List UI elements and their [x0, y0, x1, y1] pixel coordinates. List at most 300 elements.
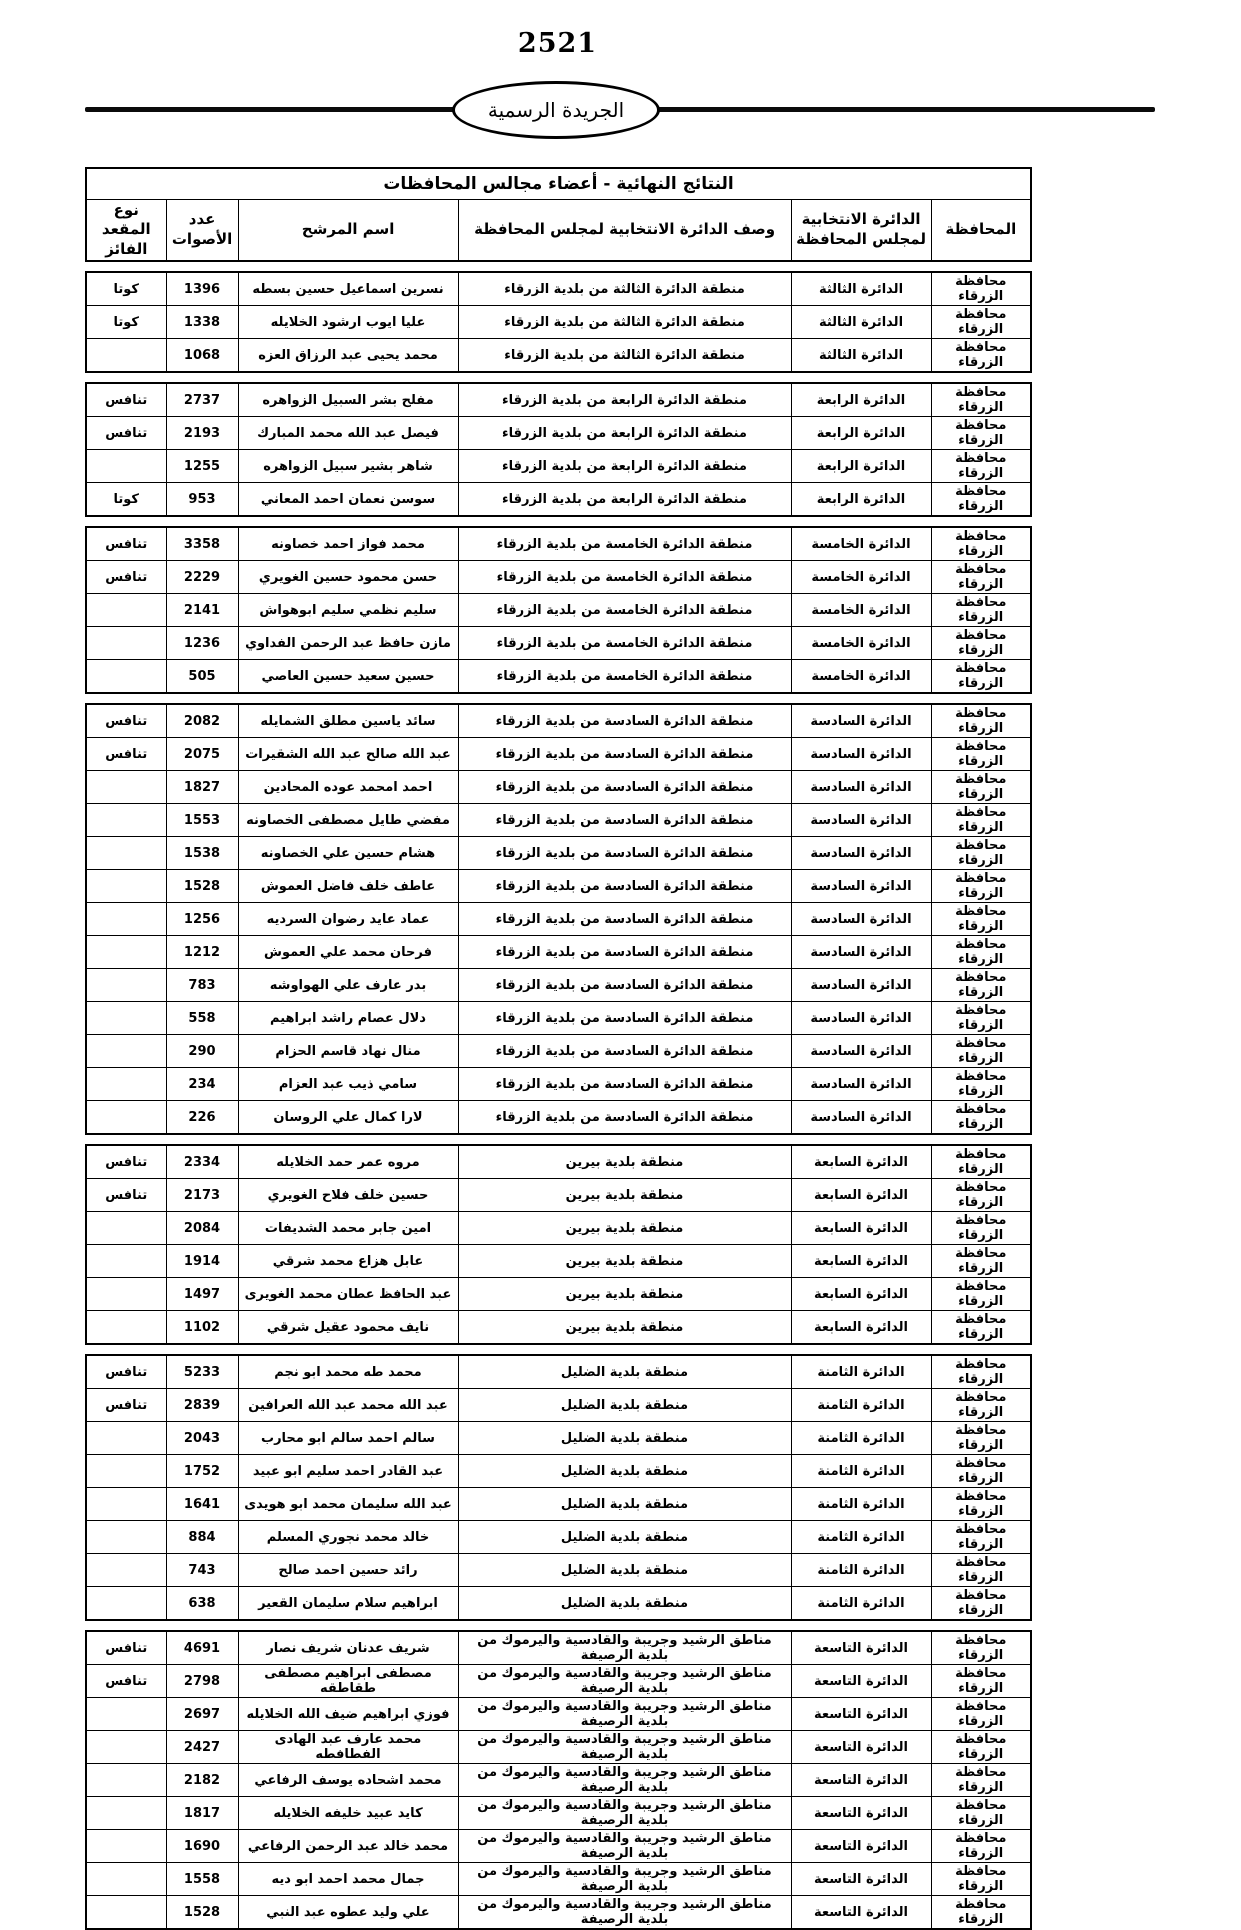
cell-candidate: رائد حسين احمد صالح: [238, 1554, 458, 1587]
cell-governorate: محافظة الزرقاء: [931, 1145, 1031, 1179]
cell-district: الدائرة السابعة: [791, 1311, 931, 1345]
table-row: [86, 1422, 1031, 1455]
cell-candidate: منال نهاد قاسم الحزام: [238, 1035, 458, 1068]
cell-votes: 1914: [166, 1245, 238, 1278]
cell-candidate: عاطف خلف فاضل العموش: [238, 870, 458, 903]
cell-desc: مناطق الرشيد وجريبة والقادسية واليرموك من بلدية الرصيفة: [458, 1830, 791, 1863]
cell-desc: منطقة بلدية بيرين: [458, 1179, 791, 1212]
cell-district: الدائرة السادسة: [791, 837, 931, 870]
cell-desc: منطقة الدائرة الثالثة من بلدية الزرقاء: [458, 339, 791, 373]
cell-seat: [86, 1764, 166, 1797]
cell-seat: [86, 1521, 166, 1554]
cell-candidate: مفلح بشر السبيل الزواهره: [238, 383, 458, 417]
cell-seat: [86, 450, 166, 483]
cell-district: الدائرة الرابعة: [791, 417, 931, 450]
cell-desc: منطقة الدائرة السادسة من بلدية الزرقاء: [458, 969, 791, 1002]
cell-seat: [86, 837, 166, 870]
cell-desc: مناطق الرشيد وجريبة والقادسية واليرموك من بلدية الرصيفة: [458, 1698, 791, 1731]
cell-governorate: محافظة الزرقاء: [931, 1896, 1031, 1930]
cell-governorate: محافظة الزرقاء: [931, 704, 1031, 738]
cell-candidate: حسن محمود حسين الغويري: [238, 561, 458, 594]
table-row: [86, 1179, 1031, 1212]
cell-desc: مناطق الرشيد وجريبة والقادسية واليرموك من بلدية الرصيفة: [458, 1631, 791, 1665]
cell-district: الدائرة الثامنة: [791, 1355, 931, 1389]
cell-governorate: محافظة الزرقاء: [931, 339, 1031, 373]
cell-desc: منطقة الدائرة الخامسة من بلدية الزرقاء: [458, 627, 791, 660]
cell-votes: 2173: [166, 1179, 238, 1212]
cell-candidate: هشام حسين علي الخصاونه: [238, 837, 458, 870]
cell-governorate: محافظة الزرقاء: [931, 627, 1031, 660]
cell-governorate: محافظة الزرقاء: [931, 1587, 1031, 1621]
cell-votes: 1212: [166, 936, 238, 969]
cell-district: الدائرة الثالثة: [791, 339, 931, 373]
cell-district: الدائرة التاسعة: [791, 1631, 931, 1665]
cell-governorate: محافظة الزرقاء: [931, 1422, 1031, 1455]
cell-seat: [86, 1731, 166, 1764]
table-row: [86, 527, 1031, 561]
table-row: [86, 804, 1031, 837]
cell-seat: [86, 594, 166, 627]
cell-governorate: محافظة الزرقاء: [931, 1488, 1031, 1521]
district-group-table-6: [85, 1354, 1032, 1621]
cell-governorate: محافظة الزرقاء: [931, 1355, 1031, 1389]
cell-seat: [86, 1455, 166, 1488]
table-row: [86, 936, 1031, 969]
cell-votes: 1553: [166, 804, 238, 837]
cell-district: الدائرة السادسة: [791, 738, 931, 771]
cell-candidate: عبد الله محمد عبد الله العرافين: [238, 1389, 458, 1422]
cell-district: الدائرة التاسعة: [791, 1764, 931, 1797]
cell-candidate: محمد يحيى عبد الرزاق العزه: [238, 339, 458, 373]
column-header-desc: وصف الدائرة الانتخابية لمجلس المحافظة: [458, 199, 791, 261]
cell-votes: 743: [166, 1554, 238, 1587]
cell-candidate: سائد ياسين مطلق الشمايله: [238, 704, 458, 738]
column-header-seat: نوع المقعد الفائز: [86, 199, 166, 261]
cell-governorate: محافظة الزرقاء: [931, 870, 1031, 903]
table-row: [86, 1631, 1031, 1665]
cell-seat: [86, 1587, 166, 1621]
cell-district: الدائرة الخامسة: [791, 660, 931, 694]
cell-candidate: دلال عصام راشد ابراهيم: [238, 1002, 458, 1035]
cell-district: الدائرة الثامنة: [791, 1455, 931, 1488]
cell-votes: 2798: [166, 1665, 238, 1698]
district-group-table-7: [85, 1630, 1032, 1930]
cell-governorate: محافظة الزرقاء: [931, 1002, 1031, 1035]
table-row: [86, 837, 1031, 870]
table-row: [86, 1896, 1031, 1930]
table-row: [86, 1311, 1031, 1345]
cell-district: الدائرة الرابعة: [791, 483, 931, 517]
cell-district: الدائرة التاسعة: [791, 1731, 931, 1764]
table-row: [86, 704, 1031, 738]
cell-governorate: محافظة الزرقاء: [931, 1101, 1031, 1135]
cell-candidate: نسرين اسماعيل حسين بسطه: [238, 272, 458, 306]
cell-governorate: محافظة الزرقاء: [931, 594, 1031, 627]
cell-desc: منطقة الدائرة الرابعة من بلدية الزرقاء: [458, 383, 791, 417]
cell-votes: 4691: [166, 1631, 238, 1665]
cell-desc: منطقة بلدية الضليل: [458, 1422, 791, 1455]
gazette-title: الجريدة الرسمية: [487, 98, 625, 122]
cell-desc: منطقة الدائرة الثالثة من بلدية الزرقاء: [458, 272, 791, 306]
cell-candidate: عابل هزاع محمد شرقي: [238, 1245, 458, 1278]
column-header-district: الدائرة الانتخابية لمجلس المحافظة: [791, 199, 931, 261]
table-row: [86, 272, 1031, 306]
cell-candidate: احمد امحمد عوده المحادين: [238, 771, 458, 804]
cell-candidate: عبد الله صالح عبد الله الشقيرات: [238, 738, 458, 771]
district-group-table-2: [85, 382, 1032, 517]
cell-desc: منطقة بلدية بيرين: [458, 1278, 791, 1311]
cell-desc: منطقة بلدية الضليل: [458, 1587, 791, 1621]
cell-desc: منطقة الدائرة السادسة من بلدية الزرقاء: [458, 804, 791, 837]
cell-votes: 2334: [166, 1145, 238, 1179]
table-row: [86, 1665, 1031, 1698]
cell-candidate: بدر عارف علي الهواوشه: [238, 969, 458, 1002]
cell-votes: 2697: [166, 1698, 238, 1731]
cell-seat: [86, 339, 166, 373]
cell-seat: كوتا: [86, 272, 166, 306]
table-row: [86, 1488, 1031, 1521]
cell-votes: 1528: [166, 1896, 238, 1930]
cell-seat: [86, 870, 166, 903]
cell-desc: مناطق الرشيد وجريبة والقادسية واليرموك من بلدية الرصيفة: [458, 1797, 791, 1830]
cell-votes: 1827: [166, 771, 238, 804]
table-row: [86, 1145, 1031, 1179]
cell-desc: مناطق الرشيد وجريبة والقادسية واليرموك من بلدية الرصيفة: [458, 1764, 791, 1797]
results-table: [85, 167, 1030, 1930]
cell-district: الدائرة السادسة: [791, 1002, 931, 1035]
cell-seat: [86, 969, 166, 1002]
cell-district: الدائرة الخامسة: [791, 527, 931, 561]
table-row: [86, 738, 1031, 771]
cell-desc: منطقة بلدية بيرين: [458, 1245, 791, 1278]
cell-district: الدائرة السادسة: [791, 1068, 931, 1101]
table-row: [86, 1521, 1031, 1554]
cell-governorate: محافظة الزرقاء: [931, 660, 1031, 694]
cell-candidate: محمد طه محمد ابو نجم: [238, 1355, 458, 1389]
cell-desc: مناطق الرشيد وجريبة والقادسية واليرموك من بلدية الرصيفة: [458, 1863, 791, 1896]
cell-governorate: محافظة الزرقاء: [931, 1068, 1031, 1101]
cell-district: الدائرة الثامنة: [791, 1422, 931, 1455]
cell-votes: 1538: [166, 837, 238, 870]
cell-governorate: محافظة الزرقاء: [931, 1278, 1031, 1311]
table-row: [86, 417, 1031, 450]
table-row: [86, 1068, 1031, 1101]
district-group-table-5: [85, 1144, 1032, 1345]
cell-seat: [86, 1797, 166, 1830]
cell-seat: [86, 1488, 166, 1521]
table-row: [86, 561, 1031, 594]
cell-seat: [86, 1422, 166, 1455]
cell-district: الدائرة السادسة: [791, 969, 931, 1002]
cell-governorate: محافظة الزرقاء: [931, 936, 1031, 969]
cell-candidate: محمد خالد عبد الرحمن الرفاعي: [238, 1830, 458, 1863]
cell-votes: 2427: [166, 1731, 238, 1764]
page-number: 2521: [517, 28, 598, 59]
cell-votes: 2084: [166, 1212, 238, 1245]
cell-candidate: مروه عمر حمد الخلايله: [238, 1145, 458, 1179]
cell-votes: 2229: [166, 561, 238, 594]
cell-desc: منطقة الدائرة السادسة من بلدية الزرقاء: [458, 771, 791, 804]
table-row: [86, 870, 1031, 903]
cell-seat: تنافس: [86, 383, 166, 417]
cell-seat: تنافس: [86, 1631, 166, 1665]
column-header-row: [86, 199, 1031, 261]
cell-votes: 3358: [166, 527, 238, 561]
results-header-table: [85, 167, 1032, 262]
cell-votes: 1255: [166, 450, 238, 483]
column-header-governorate: المحافظة: [931, 199, 1031, 261]
cell-district: الدائرة السادسة: [791, 704, 931, 738]
cell-votes: 226: [166, 1101, 238, 1135]
cell-candidate: سالم احمد سالم ابو محارب: [238, 1422, 458, 1455]
cell-votes: 2141: [166, 594, 238, 627]
cell-desc: منطقة الدائرة السادسة من بلدية الزرقاء: [458, 1101, 791, 1135]
cell-seat: [86, 903, 166, 936]
table-row: [86, 1245, 1031, 1278]
cell-candidate: نايف محمود عقيل شرقي: [238, 1311, 458, 1345]
cell-desc: منطقة بلدية الضليل: [458, 1355, 791, 1389]
cell-candidate: عليا ايوب ارشود الخلايله: [238, 306, 458, 339]
cell-seat: كوتا: [86, 483, 166, 517]
cell-district: الدائرة الخامسة: [791, 561, 931, 594]
cell-votes: 2839: [166, 1389, 238, 1422]
cell-governorate: محافظة الزرقاء: [931, 417, 1031, 450]
table-row: [86, 1698, 1031, 1731]
cell-seat: [86, 1002, 166, 1035]
cell-candidate: امين جابر محمد الشديفات: [238, 1212, 458, 1245]
cell-votes: 1817: [166, 1797, 238, 1830]
table-row: [86, 1355, 1031, 1389]
cell-candidate: خالد محمد نجوري المسلم: [238, 1521, 458, 1554]
cell-candidate: شريف عدنان شريف نصار: [238, 1631, 458, 1665]
table-title-row: [86, 168, 1031, 199]
cell-votes: 1528: [166, 870, 238, 903]
cell-district: الدائرة الثامنة: [791, 1554, 931, 1587]
cell-candidate: محمد عارف عبد الهادى الفطافطه: [238, 1731, 458, 1764]
cell-district: الدائرة التاسعة: [791, 1863, 931, 1896]
cell-votes: 2182: [166, 1764, 238, 1797]
table-row: [86, 1764, 1031, 1797]
cell-governorate: محافظة الزرقاء: [931, 804, 1031, 837]
table-row: [86, 1101, 1031, 1135]
cell-candidate: سليم نظمي سليم ابوهواش: [238, 594, 458, 627]
cell-desc: منطقة الدائرة السادسة من بلدية الزرقاء: [458, 704, 791, 738]
cell-desc: منطقة الدائرة الخامسة من بلدية الزرقاء: [458, 527, 791, 561]
cell-governorate: محافظة الزرقاء: [931, 527, 1031, 561]
cell-candidate: فيصل عبد الله محمد المبارك: [238, 417, 458, 450]
cell-desc: منطقة بلدية الضليل: [458, 1554, 791, 1587]
cell-candidate: فرحان محمد علي العموش: [238, 936, 458, 969]
cell-desc: مناطق الرشيد وجريبة والقادسية واليرموك من بلدية الرصيفة: [458, 1665, 791, 1698]
cell-district: الدائرة السابعة: [791, 1212, 931, 1245]
cell-votes: 5233: [166, 1355, 238, 1389]
cell-governorate: محافظة الزرقاء: [931, 1797, 1031, 1830]
cell-governorate: محافظة الزرقاء: [931, 1731, 1031, 1764]
masthead: [0, 79, 1241, 141]
cell-desc: منطقة بلدية بيرين: [458, 1212, 791, 1245]
district-group-table-4: [85, 703, 1032, 1135]
cell-seat: تنافس: [86, 704, 166, 738]
cell-desc: منطقة الدائرة الخامسة من بلدية الزرقاء: [458, 561, 791, 594]
cell-district: الدائرة التاسعة: [791, 1698, 931, 1731]
gazette-page: [0, 28, 1241, 1927]
cell-desc: منطقة الدائرة الرابعة من بلدية الزرقاء: [458, 417, 791, 450]
cell-governorate: محافظة الزرقاء: [931, 383, 1031, 417]
cell-votes: 2193: [166, 417, 238, 450]
cell-votes: 1102: [166, 1311, 238, 1345]
cell-seat: تنافس: [86, 738, 166, 771]
cell-candidate: مفضي طايل مصطفى الخصاونه: [238, 804, 458, 837]
cell-seat: [86, 771, 166, 804]
cell-district: الدائرة السادسة: [791, 936, 931, 969]
table-row: [86, 771, 1031, 804]
cell-votes: 1690: [166, 1830, 238, 1863]
cell-seat: [86, 804, 166, 837]
cell-governorate: محافظة الزرقاء: [931, 483, 1031, 517]
cell-votes: 783: [166, 969, 238, 1002]
cell-seat: [86, 1830, 166, 1863]
table-row: [86, 1002, 1031, 1035]
table-row: [86, 594, 1031, 627]
cell-candidate: حسين خلف فلاح الغويري: [238, 1179, 458, 1212]
table-row: [86, 450, 1031, 483]
table-row: [86, 1830, 1031, 1863]
cell-governorate: محافظة الزرقاء: [931, 837, 1031, 870]
cell-governorate: محافظة الزرقاء: [931, 450, 1031, 483]
cell-candidate: محمد فواز احمد خصاونه: [238, 527, 458, 561]
table-row: [86, 1455, 1031, 1488]
cell-governorate: محافظة الزرقاء: [931, 561, 1031, 594]
cell-governorate: محافظة الزرقاء: [931, 1389, 1031, 1422]
cell-votes: 1641: [166, 1488, 238, 1521]
cell-desc: منطقة الدائرة السادسة من بلدية الزرقاء: [458, 903, 791, 936]
cell-district: الدائرة الثالثة: [791, 272, 931, 306]
column-header-candidate: اسم المرشح: [238, 199, 458, 261]
table-row: [86, 1587, 1031, 1621]
cell-seat: [86, 1896, 166, 1930]
cell-votes: 234: [166, 1068, 238, 1101]
cell-governorate: محافظة الزرقاء: [931, 1830, 1031, 1863]
cell-district: الدائرة الثالثة: [791, 306, 931, 339]
cell-desc: منطقة بلدية الضليل: [458, 1455, 791, 1488]
cell-candidate: عبد القادر احمد سليم ابو عبيد: [238, 1455, 458, 1488]
cell-seat: [86, 1068, 166, 1101]
cell-governorate: محافظة الزرقاء: [931, 1631, 1031, 1665]
cell-desc: منطقة بلدية بيرين: [458, 1145, 791, 1179]
cell-votes: 884: [166, 1521, 238, 1554]
cell-votes: 2082: [166, 704, 238, 738]
cell-district: الدائرة الخامسة: [791, 627, 931, 660]
cell-desc: منطقة الدائرة السادسة من بلدية الزرقاء: [458, 1002, 791, 1035]
cell-district: الدائرة السابعة: [791, 1278, 931, 1311]
cell-seat: [86, 1035, 166, 1068]
cell-desc: منطقة الدائرة الرابعة من بلدية الزرقاء: [458, 483, 791, 517]
cell-governorate: محافظة الزرقاء: [931, 1212, 1031, 1245]
cell-seat: تنافس: [86, 417, 166, 450]
cell-district: الدائرة السابعة: [791, 1179, 931, 1212]
cell-desc: منطقة الدائرة السادسة من بلدية الزرقاء: [458, 1035, 791, 1068]
cell-desc: منطقة الدائرة السادسة من بلدية الزرقاء: [458, 837, 791, 870]
cell-votes: 1558: [166, 1863, 238, 1896]
cell-candidate: كايد عبيد خليفه الخلايله: [238, 1797, 458, 1830]
cell-votes: 505: [166, 660, 238, 694]
cell-candidate: جمال محمد احمد ابو ديه: [238, 1863, 458, 1896]
cell-seat: [86, 1212, 166, 1245]
cell-governorate: محافظة الزرقاء: [931, 771, 1031, 804]
cell-desc: منطقة الدائرة السادسة من بلدية الزرقاء: [458, 1068, 791, 1101]
cell-district: الدائرة السادسة: [791, 1035, 931, 1068]
cell-candidate: حسين سعيد حسين العاصي: [238, 660, 458, 694]
cell-candidate: مصطفى ابراهيم مصطفى طقاطقه: [238, 1665, 458, 1698]
cell-seat: كوتا: [86, 306, 166, 339]
cell-seat: [86, 1554, 166, 1587]
cell-governorate: محافظة الزرقاء: [931, 1863, 1031, 1896]
cell-candidate: لارا كمال علي الروسان: [238, 1101, 458, 1135]
table-title: النتائج النهائية - أعضاء مجالس المحافظات: [86, 168, 1031, 199]
cell-district: الدائرة الخامسة: [791, 594, 931, 627]
table-row: [86, 903, 1031, 936]
cell-district: الدائرة الثامنة: [791, 1587, 931, 1621]
cell-desc: منطقة الدائرة السادسة من بلدية الزرقاء: [458, 738, 791, 771]
cell-governorate: محافظة الزرقاء: [931, 969, 1031, 1002]
table-row: [86, 660, 1031, 694]
cell-desc: منطقة بلدية الضليل: [458, 1488, 791, 1521]
cell-votes: 638: [166, 1587, 238, 1621]
cell-votes: 558: [166, 1002, 238, 1035]
cell-desc: منطقة الدائرة الرابعة من بلدية الزرقاء: [458, 450, 791, 483]
cell-governorate: محافظة الزرقاء: [931, 903, 1031, 936]
cell-votes: 1497: [166, 1278, 238, 1311]
cell-candidate: سوسن نعمان احمد المعاني: [238, 483, 458, 517]
cell-votes: 953: [166, 483, 238, 517]
cell-desc: منطقة بلدية الضليل: [458, 1521, 791, 1554]
cell-candidate: عبد الله سليمان محمد ابو هويدى: [238, 1488, 458, 1521]
cell-seat: [86, 1278, 166, 1311]
table-row: [86, 969, 1031, 1002]
cell-votes: 290: [166, 1035, 238, 1068]
cell-district: الدائرة السادسة: [791, 771, 931, 804]
cell-desc: مناطق الرشيد وجريبة والقادسية واليرموك من بلدية الرصيفة: [458, 1731, 791, 1764]
cell-district: الدائرة الرابعة: [791, 383, 931, 417]
cell-votes: 2075: [166, 738, 238, 771]
cell-district: الدائرة السابعة: [791, 1145, 931, 1179]
cell-votes: 1256: [166, 903, 238, 936]
cell-seat: تنافس: [86, 561, 166, 594]
cell-district: الدائرة التاسعة: [791, 1665, 931, 1698]
cell-governorate: محافظة الزرقاء: [931, 1455, 1031, 1488]
cell-votes: 1752: [166, 1455, 238, 1488]
cell-candidate: مازن حافظ عبد الرحمن الفداوي: [238, 627, 458, 660]
cell-seat: [86, 660, 166, 694]
cell-votes: 1338: [166, 306, 238, 339]
cell-governorate: محافظة الزرقاء: [931, 272, 1031, 306]
cell-district: الدائرة الثامنة: [791, 1521, 931, 1554]
cell-governorate: محافظة الزرقاء: [931, 1035, 1031, 1068]
cell-votes: 2043: [166, 1422, 238, 1455]
cell-votes: 2737: [166, 383, 238, 417]
cell-district: الدائرة التاسعة: [791, 1896, 931, 1930]
district-group-table-1: [85, 271, 1032, 373]
table-row: [86, 483, 1031, 517]
cell-seat: [86, 1311, 166, 1345]
cell-desc: منطقة الدائرة الثالثة من بلدية الزرقاء: [458, 306, 791, 339]
table-row: [86, 627, 1031, 660]
cell-district: الدائرة التاسعة: [791, 1830, 931, 1863]
table-row: [86, 306, 1031, 339]
cell-seat: تنافس: [86, 1665, 166, 1698]
cell-desc: مناطق الرشيد وجريبة والقادسية واليرموك من بلدية الرصيفة: [458, 1896, 791, 1930]
cell-votes: 1068: [166, 339, 238, 373]
